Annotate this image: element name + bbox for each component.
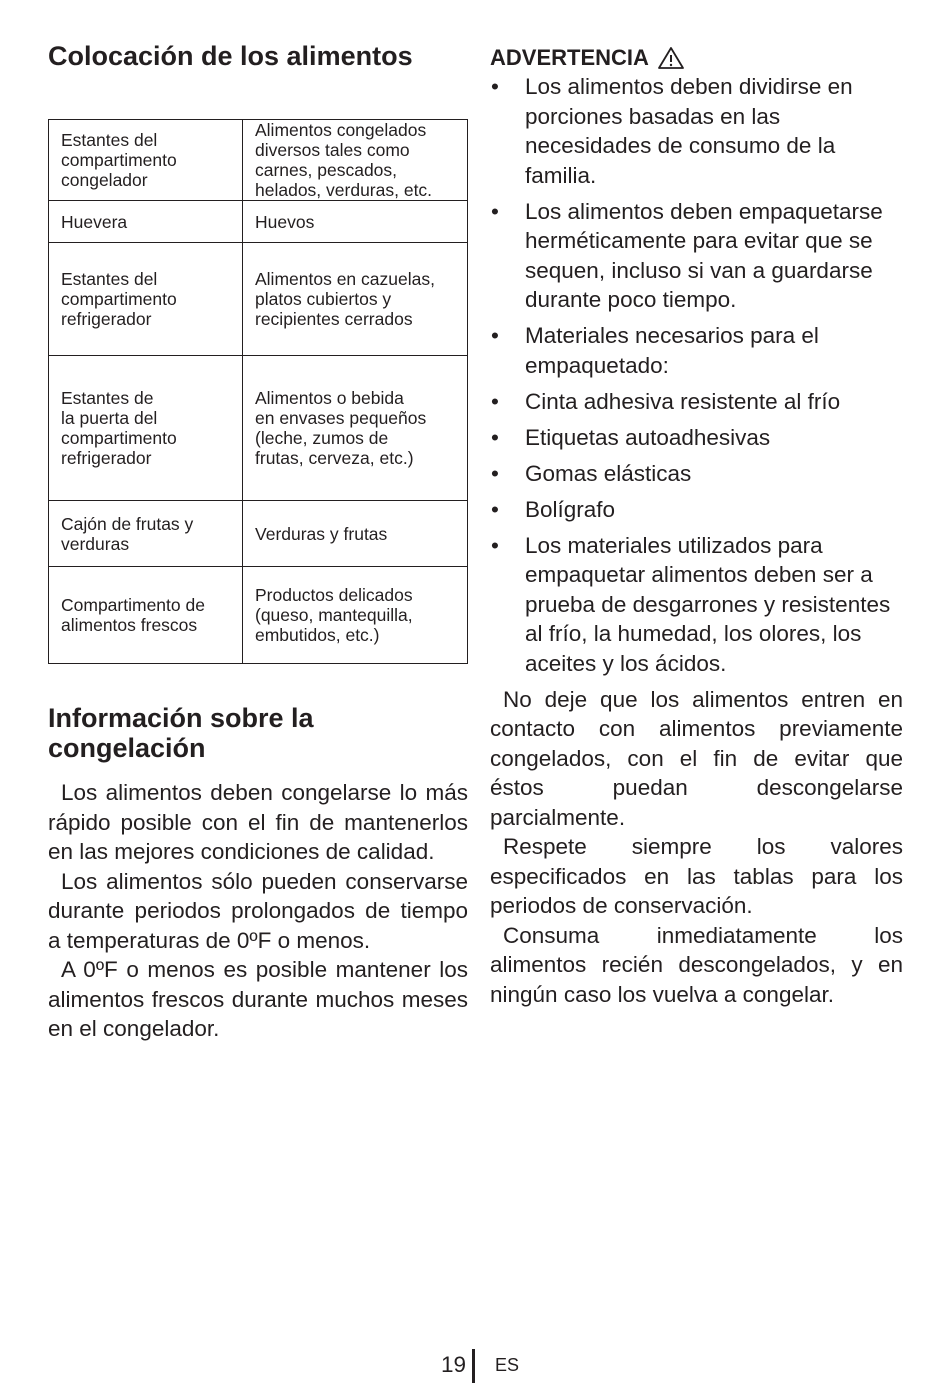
warning-triangle-icon — [657, 46, 685, 70]
cell-line: Alimentos congelados — [255, 120, 427, 140]
bullet-dot-icon: • — [491, 532, 499, 558]
bullet-text: Bolígrafo — [525, 496, 616, 522]
table-cell-location — [49, 356, 243, 501]
list-item — [490, 459, 903, 489]
cell-line: frutas, cerveza, etc.) — [255, 448, 414, 468]
bullet-text: Gomas elásticas — [525, 460, 692, 486]
freezing-paragraph: Los alimentos deben congelarse lo más rápido posible con el fin de mantenerlos en las mejores condiciones de calidad. — [48, 780, 468, 864]
list-item — [490, 72, 903, 190]
advice-paragraph: Consuma inmediatamente los alimentos recién descongelados, y en ningún caso los vuelva a congelar. — [490, 922, 903, 1007]
bullet-text: Los materiales utilizados para empaquetar alimentos deben ser a prueba de desgarrones y resistentes al frío, la humedad, los olores, los aceites y los ácidos. — [525, 532, 891, 676]
table-cell-food — [243, 120, 468, 201]
table-row — [49, 120, 468, 201]
freezing-paragraph: Los alimentos sólo pueden conservarse durante periodos prolongados de tiempo a temperaturas de 0ºF o menos. — [48, 868, 468, 953]
page-title: Colocación de los alimentos — [48, 41, 413, 71]
list-item — [490, 531, 903, 679]
table-row — [49, 201, 468, 243]
cell-line: Estantes del — [61, 269, 158, 289]
warning-bullet-list — [490, 72, 903, 678]
cell-line: en envases pequeños — [255, 408, 427, 428]
page-footer — [0, 1349, 950, 1383]
table-row — [49, 567, 468, 664]
cell-line: congelador — [61, 170, 148, 190]
cell-line: Huevera — [61, 211, 128, 232]
cell-line: (queso, mantequilla, — [255, 605, 413, 625]
list-item — [490, 495, 903, 525]
bullet-text: Cinta adhesiva resistente al frío — [525, 388, 841, 414]
warning-title: ADVERTENCIA — [490, 45, 649, 70]
cell-line: Estantes de — [61, 388, 154, 408]
cell-line: helados, verduras, etc. — [255, 180, 433, 200]
cell-line: Compartimento de — [61, 595, 205, 615]
list-item — [490, 321, 903, 380]
bullet-text: Materiales necesarios para el empaquetado: — [525, 323, 819, 378]
table-cell-food — [243, 201, 468, 243]
cell-line: refrigerador — [61, 309, 152, 329]
warning-heading — [490, 44, 903, 72]
table-cell-food — [243, 501, 468, 567]
advice-paragraph: Respete siempre los valores especificados en las tablas para los periodos de conservación. — [490, 834, 903, 918]
bullet-dot-icon: • — [491, 460, 499, 486]
bullet-dot-icon: • — [491, 198, 499, 224]
cell-line: alimentos frescos — [61, 615, 198, 635]
table-cell-food — [243, 567, 468, 664]
cell-line: refrigerador — [61, 448, 152, 468]
table-row — [49, 501, 468, 567]
bullet-dot-icon: • — [491, 74, 499, 99]
bullet-text: Los alimentos deben dividirse en porciones basadas en las necesidades de consumo de la familia. — [525, 74, 853, 188]
table-row — [49, 356, 468, 501]
cell-line: compartimento — [61, 150, 177, 170]
cell-line: Cajón de frutas y — [61, 513, 194, 534]
cell-line: Productos delicados — [255, 585, 413, 605]
bullet-dot-icon: • — [491, 388, 499, 414]
list-item — [490, 423, 903, 453]
food-placement-table — [48, 119, 468, 664]
table-cell-location — [49, 201, 243, 243]
bullet-text: Los alimentos deben empaquetarse herméticamente para evitar que se sequen, incluso si van a guardarse durante poco tiempo. — [525, 198, 883, 312]
language-code: ES — [495, 1355, 520, 1375]
cell-line: verduras — [61, 533, 130, 554]
freezing-paragraph: A 0ºF o menos es posible mantener los alimentos frescos durante muchos meses en el congelador. — [48, 957, 468, 1041]
cell-line: diversos tales como — [255, 140, 410, 160]
advice-paragraph: No deje que los alimentos entren en contacto con alimentos previamente congelados, con el fin de evitar que éstos puedan descongelarse parcialmente. — [490, 686, 903, 830]
left-column — [48, 40, 468, 1044]
list-item — [490, 197, 903, 315]
cell-line: Verduras y frutas — [255, 523, 388, 544]
cell-line: platos cubiertos y — [255, 289, 392, 309]
bullet-dot-icon: • — [491, 496, 499, 522]
table-cell-location — [49, 567, 243, 664]
bullet-text: Etiquetas autoadhesivas — [525, 424, 771, 450]
footer-divider — [472, 1349, 475, 1383]
cell-line: Estantes del — [61, 130, 158, 150]
page-number: 19 — [440, 1352, 466, 1377]
cell-line: Huevos — [255, 211, 315, 232]
cell-line: Alimentos en cazuelas, — [255, 269, 435, 289]
cell-line: la puerta del — [61, 408, 158, 428]
bullet-dot-icon: • — [491, 424, 499, 450]
freezing-info-title: Información sobre la congelación — [48, 703, 314, 763]
cell-line: carnes, pescados, — [255, 160, 398, 180]
table-cell-location — [49, 501, 243, 567]
cell-line: (leche, zumos de — [255, 428, 389, 448]
cell-line: compartimento — [61, 428, 177, 448]
right-column — [490, 44, 903, 1009]
table-cell-location — [49, 243, 243, 356]
table-cell-food — [243, 243, 468, 356]
cell-line: compartimento — [61, 289, 177, 309]
cell-line: recipientes cerrados — [255, 309, 413, 329]
table-cell-location — [49, 120, 243, 201]
table-cell-food — [243, 356, 468, 501]
bullet-dot-icon: • — [491, 323, 499, 348]
cell-line: Alimentos o bebida — [255, 388, 404, 408]
list-item — [490, 387, 903, 417]
cell-line: embutidos, etc.) — [255, 625, 380, 645]
table-row — [49, 243, 468, 356]
